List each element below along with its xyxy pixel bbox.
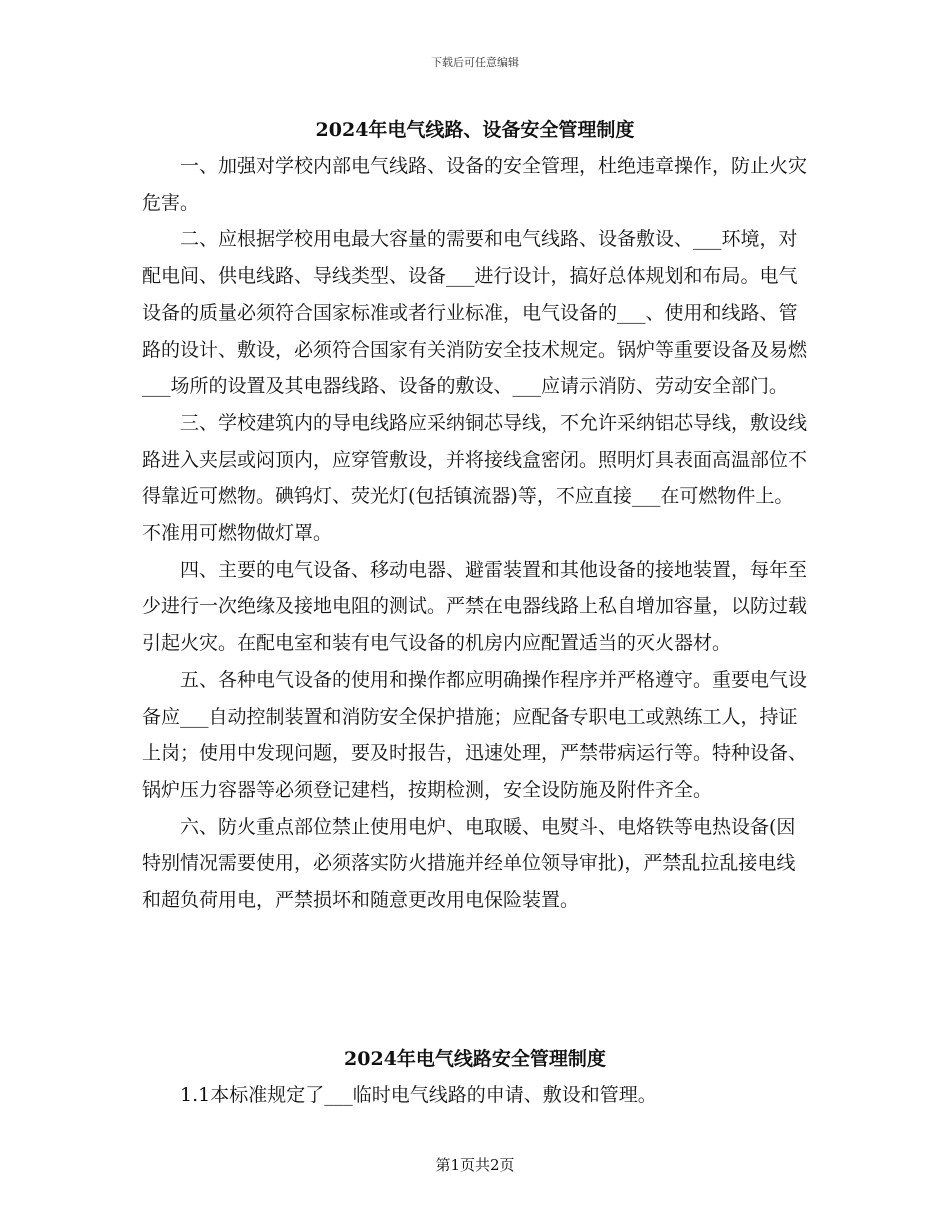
document-title: 2024年电气线路、设备安全管理制度	[315, 119, 635, 141]
paragraph-3: 三、学校建筑内的导电线路应采纳铜芯导线，不允许采纳铝芯导线，敷设线路进入夹层或闷顶内，应穿管敷设，并将接线盒密闭。照明灯具表面高温部位不得靠近可燃物。碘钨灯、荧光灯(包括镇流器)等，不应直接___在可燃物件上。不准用可燃物做灯罩。	[142, 411, 808, 545]
paragraph-1-1: 1.1本标准规定了___临时电气线路的申请、敷设和管理。	[180, 1084, 657, 1106]
body-section-2	[142, 1077, 808, 1114]
body-section-1	[142, 148, 808, 919]
paragraph-1: 一、加强对学校内部电气线路、设备的安全管理，杜绝违章操作，防止火灾危害。	[142, 155, 808, 214]
paragraph-5: 五、各种电气设备的使用和操作都应明确操作程序并严格遵守。重要电气设备应___自动控制装置和消防安全保护措施；应配备专职电工或熟练工人，持证上岗；使用中发现问题，要及时报告，迅速处理，严禁带病运行等。特种设备、锅炉压力容器等必须登记建档，按期检测，安全设防施及附件齐全。	[142, 668, 808, 801]
paragraph-4: 四、主要的电气设备、移动电器、避雷装置和其他设备的接地装置，每年至少进行一次绝缘及接地电阻的测试。严禁在电器线路上私自增加容量，以防过载引起火灾。在配电室和装有电气设备的机房内应配置适当的灭火器材。	[142, 558, 808, 655]
paragraph-2: 二、应根据学校用电最大容量的需要和电气线路、设备敷设、___环境，对配电间、供电线路、导线类型、设备___进行设计，搞好总体规划和布局。电气设备的质量必须符合国家标准或者行业标准，电气设备的___、使用和线路、管路的设计、敷设，必须符合国家有关消防安全技术规定。锅炉等重要设备及易燃___场所的设置及其电器线路、设备的敷设、___应请示消防、劳动安全部门。	[142, 228, 808, 398]
header-note: 下载后可任意编辑	[431, 56, 519, 69]
page-footer: 第1页共2页	[435, 1156, 515, 1174]
section-title: 2024年电气线路安全管理制度	[344, 1048, 606, 1070]
paragraph-6: 六、防火重点部位禁止使用电炉、电取暖、电熨斗、电烙铁等电热设备(因特别情况需要使用，必须落实防火措施并经单位领导审批)，严禁乱拉乱接电线和超负荷用电，严禁损坏和随意更改用电保险装置。	[142, 815, 796, 912]
